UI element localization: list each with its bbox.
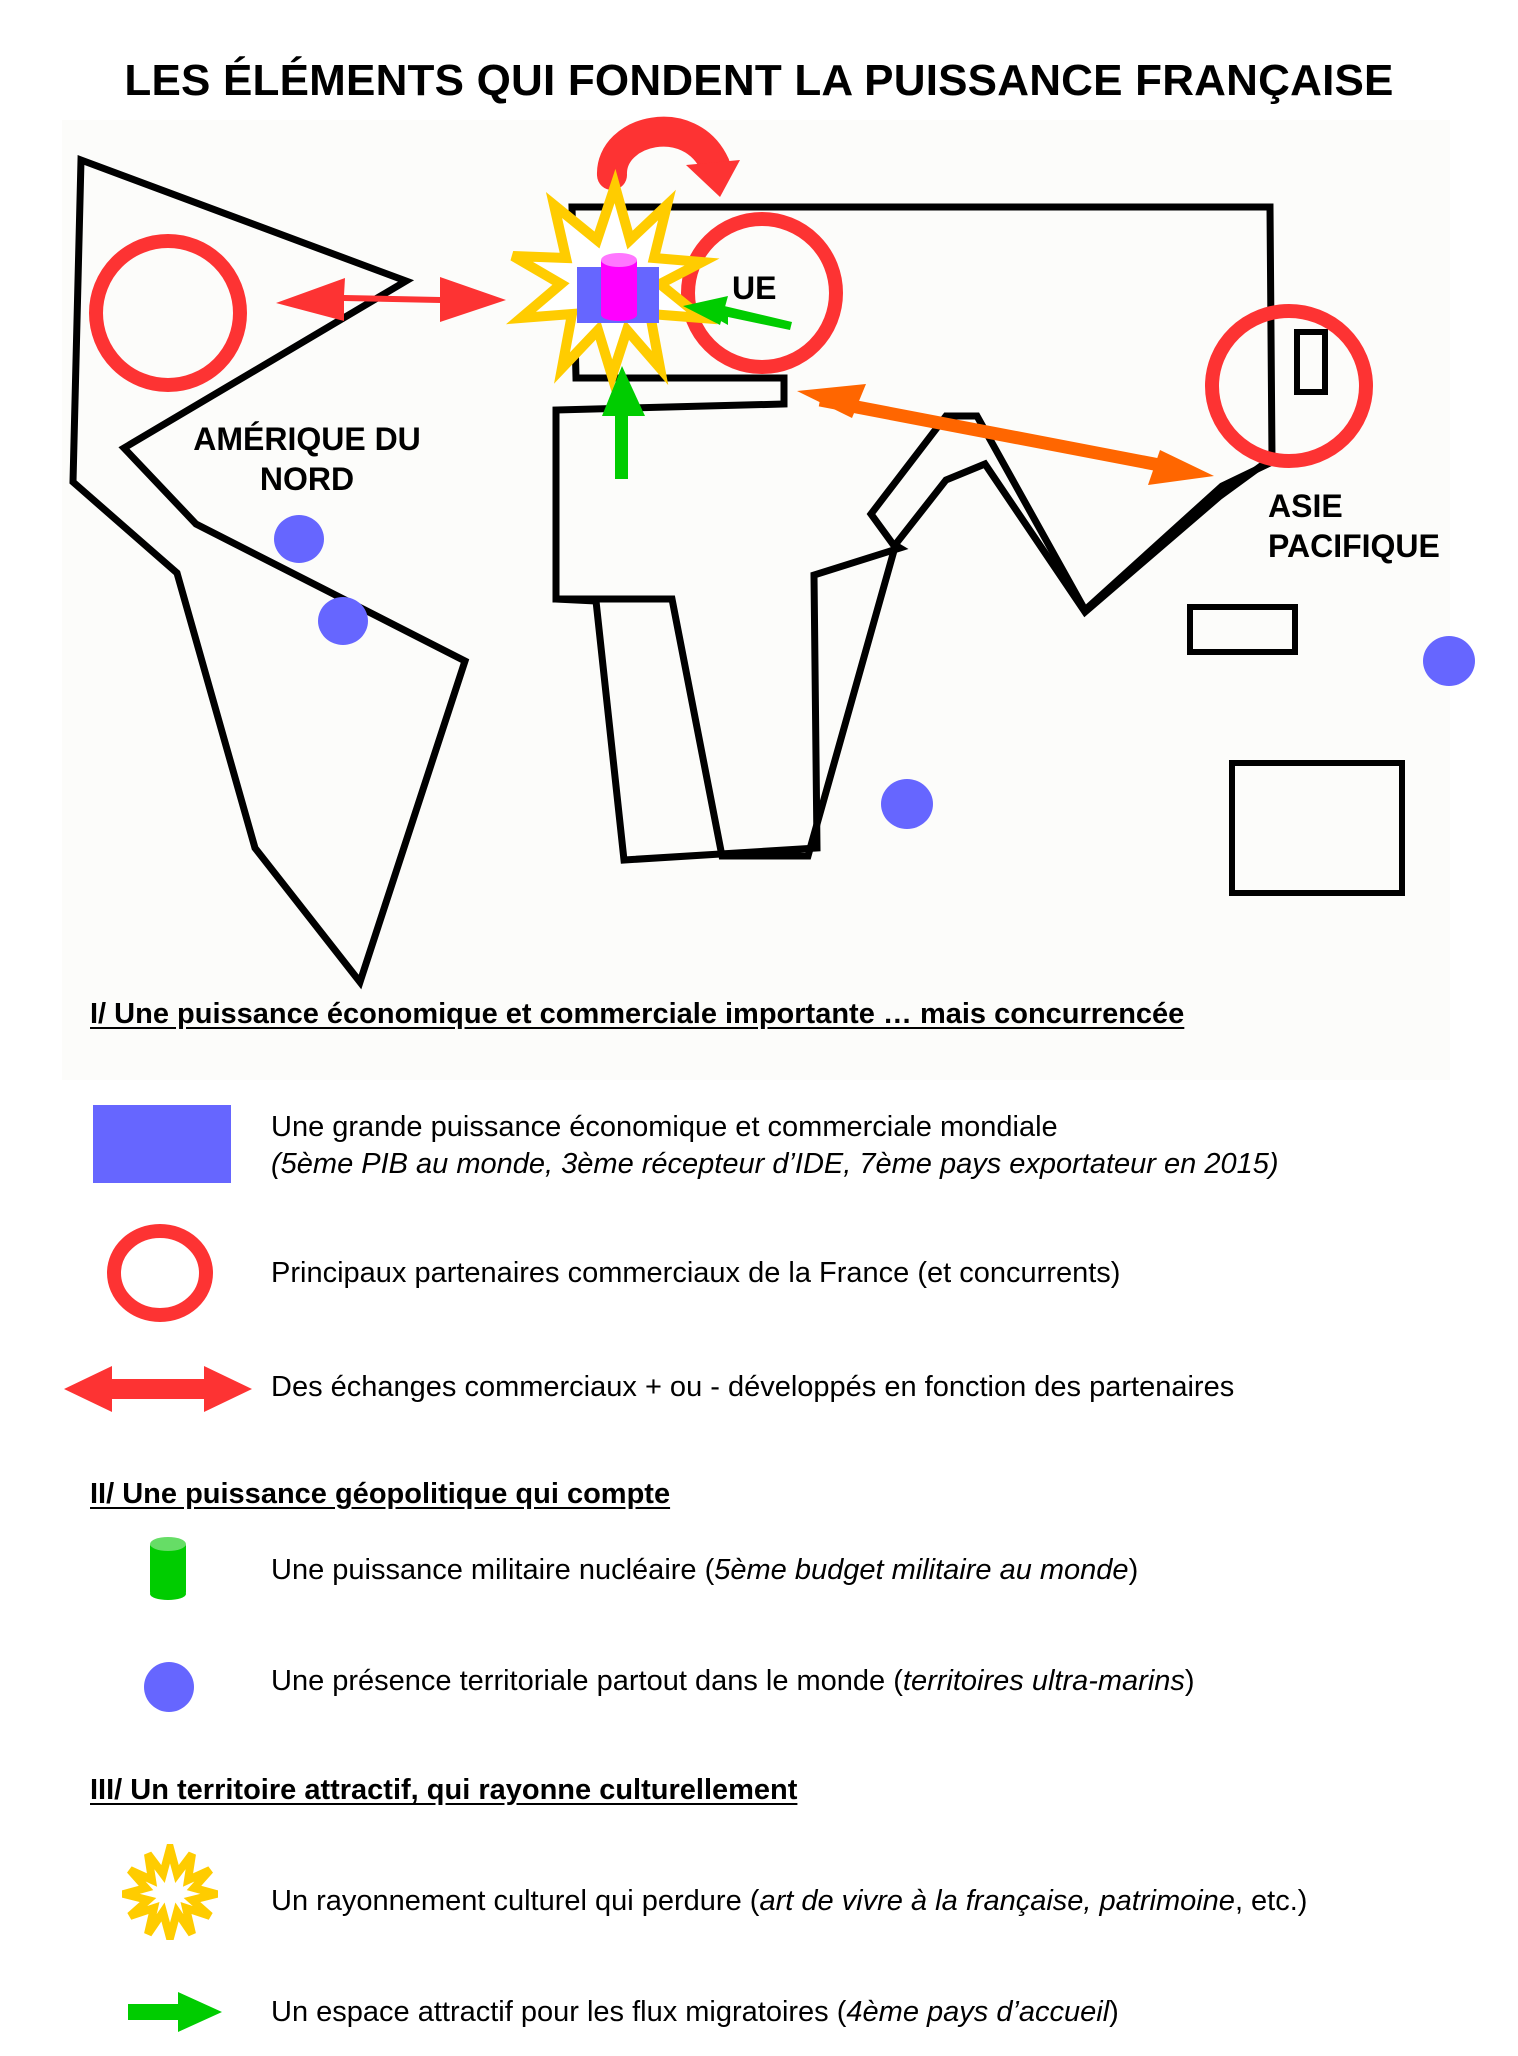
legend-text-trade: Des échanges commerciaux + ou - développés en fonction des partenaires: [271, 1371, 1235, 1403]
territory-dot: [318, 597, 368, 645]
label-asia-line2: PACIFIQUE: [1268, 528, 1440, 564]
nuclear-cylinder: [601, 253, 637, 321]
section-heading-geopolitical: II/ Une puissance géopolitique qui compte: [90, 1478, 671, 1510]
legend-text-territories: [271, 1663, 1195, 1700]
legend-text-territories-close: ): [1184, 1665, 1195, 1697]
legend-text-culture-close: , etc.): [1234, 1885, 1308, 1917]
legend-text-culture-main: Un rayonnement culturel qui perdure (: [271, 1885, 760, 1917]
label-eu: UE: [732, 270, 777, 306]
legend-text-partners: Principaux partenaires commerciaux de la France (et concurrents): [271, 1257, 1121, 1289]
indonesia-outline: [1190, 607, 1295, 652]
label-asia: [1268, 486, 1440, 566]
legend-text-nuclear-close: ): [1128, 1554, 1139, 1586]
legend-text-territories-italic: territoires ultra-marins: [902, 1665, 1185, 1697]
legend-symbol-red-ring: [100, 1218, 220, 1328]
legend-text-nuclear-italic: 5ème budget militaire au monde: [714, 1554, 1129, 1586]
legend-text-economic-power-main: Une grande puissance économique et commerciale mondiale: [271, 1111, 1058, 1143]
legend-symbol-red-double-arrow: [64, 1364, 254, 1414]
migration-arrow-from-south: [602, 366, 645, 479]
legend-text-migration-main: Un espace attractif pour les flux migratoires (: [271, 1996, 847, 2028]
legend-text-nuclear-main: Une puissance militaire nucléaire (: [271, 1554, 715, 1586]
legend-symbol-green-arrow: [128, 1992, 224, 2032]
curved-arrow-eu: [612, 132, 740, 197]
legend-text-migration-close: ): [1109, 1996, 1119, 2028]
legend-symbol-blue-dot: [142, 1660, 196, 1714]
legend-text-culture-italic: art de vivre à la française, patrimoine: [759, 1885, 1235, 1917]
label-north-america-line2: NORD: [259, 461, 355, 497]
territory-dot: [274, 515, 324, 563]
legend-text-migration: [271, 1994, 1119, 2031]
label-north-america: [176, 419, 438, 499]
legend-symbol-yellow-star: [122, 1844, 218, 1940]
territory-dot: [1423, 636, 1475, 686]
label-north-america-line1: AMÉRIQUE DU: [193, 421, 421, 457]
legend-text-nuclear: [271, 1552, 1138, 1589]
partner-circle-asia: [1212, 311, 1366, 461]
legend-text-economic-power-detail: (5ème PIB au monde, 3ème récepteur d’IDE, 7ème pays exportateur en 2015): [271, 1148, 1279, 1180]
legend-symbol-blue-rectangle: [93, 1105, 231, 1183]
section-heading-economic: I/ Une puissance économique et commerciale importante … mais concurrencée: [90, 998, 1185, 1030]
trade-arrow-north-america: [276, 277, 506, 322]
territory-dot: [881, 779, 933, 829]
legend-symbol-green-cylinder: [148, 1536, 188, 1602]
australia-outline: [1232, 763, 1402, 893]
legend-text-culture: [271, 1883, 1307, 1920]
page-title: LES ÉLÉMENTS QUI FONDENT LA PUISSANCE FRANÇAISE: [124, 56, 1394, 105]
legend-text-migration-italic: 4ème pays d’accueil: [846, 1996, 1110, 2028]
partner-circle-north-america: [96, 241, 240, 385]
legend-text-economic-power: [271, 1109, 1279, 1183]
label-asia-line1: ASIE: [1268, 488, 1343, 524]
japan-outline: [1297, 332, 1325, 392]
section-heading-attractive: III/ Un territoire attractif, qui rayonne culturellement: [90, 1774, 798, 1806]
legend-text-territories-main: Une présence territoriale partout dans le monde (: [271, 1665, 903, 1697]
americas-outline: [73, 160, 465, 982]
